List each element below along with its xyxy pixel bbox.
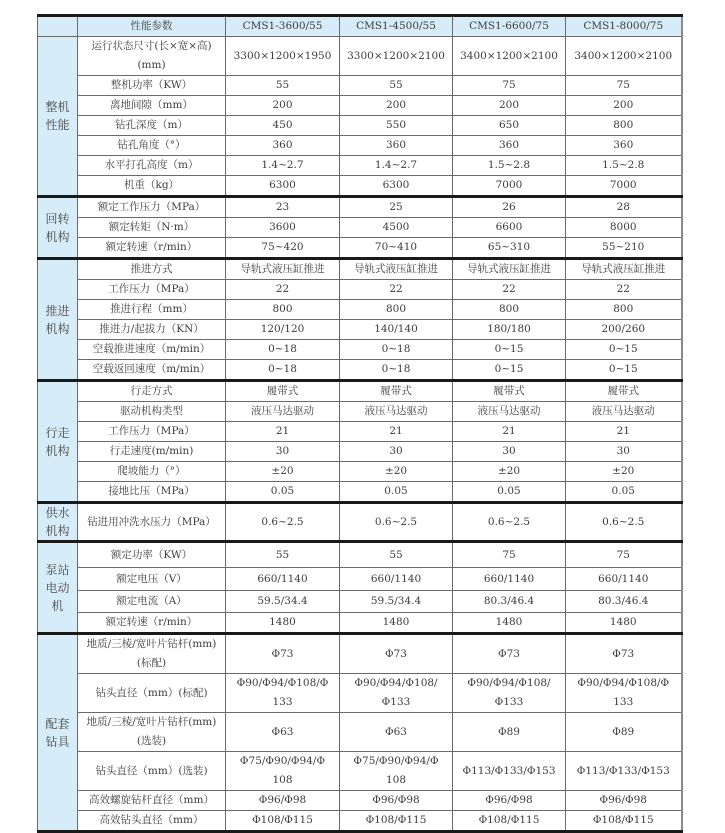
value-cell: 30 (226, 442, 340, 462)
value-cell: Φ108/Φ115 (340, 811, 453, 832)
param-name: 行走方式 (78, 381, 226, 402)
value-cell: 履带式 (340, 381, 453, 402)
value-cell: 21 (340, 422, 453, 442)
value-cell: 0~18 (226, 360, 340, 381)
section-label-line: 供水 (45, 506, 70, 520)
value-cell: 200 (566, 96, 682, 116)
value-cell: 1.4~2.7 (226, 156, 340, 176)
table-row (38, 340, 682, 360)
value-cell: Φ89 (566, 713, 682, 752)
table-row (38, 811, 682, 832)
param-name: 行走速度(m/min) (78, 442, 226, 462)
section-label-line: 泵站 (45, 562, 70, 577)
value-cell: 360 (566, 136, 682, 156)
param-name-line: (选装) (136, 735, 167, 747)
param-name: 额定电流（A） (78, 591, 226, 613)
value-cell: 30 (566, 442, 682, 462)
param-name: 推进方式 (78, 259, 226, 280)
value-cell: 7000 (566, 176, 682, 197)
param-name-line: (mm) (137, 59, 166, 71)
param-name: 钻头直径（mm）(选装) (78, 752, 226, 791)
value-cell: Φ108/Φ115 (566, 811, 682, 832)
value-cell: 25 (340, 197, 453, 218)
section-label-line: 行走 (45, 425, 70, 440)
value-line: Φ90/Φ94/Φ108/Φ (236, 677, 329, 689)
value-cell: Φ96/Φ98 (566, 791, 682, 811)
value-line: Φ75/Φ90/Φ94/Φ (353, 755, 439, 767)
value-cell: 21 (226, 422, 340, 442)
table-row (38, 176, 682, 197)
value-cell: 6600 (453, 218, 566, 238)
table-row (38, 360, 682, 381)
table-row (38, 197, 682, 218)
value-cell: 1480 (566, 613, 682, 634)
value-cell (340, 752, 453, 791)
param-name: 机重（kg） (78, 176, 226, 197)
header-row (38, 16, 682, 37)
table-row (38, 503, 682, 542)
param-name: 推进行程（mm） (78, 300, 226, 320)
value-cell: 液压马达驱动 (340, 402, 453, 422)
param-name: 额定工作压力（MPa） (78, 197, 226, 218)
param-name: 推进力/起拔力（KN） (78, 320, 226, 340)
value-cell: 360 (340, 136, 453, 156)
value-cell: 55 (340, 542, 453, 568)
value-line: Φ90/Φ94/Φ108/ (467, 677, 551, 689)
value-cell: 导轨式液压缸推进 (566, 259, 682, 280)
table-row (38, 568, 682, 591)
value-line: Φ133 (381, 696, 411, 708)
param-name: 工作压力（MPa） (78, 280, 226, 300)
value-cell: 22 (226, 280, 340, 300)
table-row (38, 422, 682, 442)
value-cell: 0~18 (226, 340, 340, 360)
value-line: Φ90/Φ94/Φ108/Φ (577, 677, 670, 689)
value-cell: Φ73 (566, 634, 682, 674)
value-line: Φ113/Φ133/Φ153 (462, 764, 556, 777)
value-line: 133 (272, 696, 293, 708)
table-row (38, 156, 682, 176)
value-cell: 0.6~2.5 (226, 503, 340, 542)
value-line: Φ133 (494, 696, 524, 708)
param-name: 高效钻头直径（mm） (78, 811, 226, 832)
value-cell: 3300×1200×1950 (226, 37, 340, 76)
value-cell: 1.5~2.8 (566, 156, 682, 176)
value-cell: Φ89 (453, 713, 566, 752)
table-row (38, 238, 682, 259)
param-name: 钻头直径（mm）(标配) (78, 674, 226, 713)
value-cell: 55 (226, 76, 340, 96)
section-label (38, 542, 78, 634)
value-cell: 800 (226, 300, 340, 320)
section-label (38, 37, 78, 197)
value-line: Φ90/Φ94/Φ108/ (354, 677, 438, 689)
value-cell: 180/180 (453, 320, 566, 340)
value-cell: 4500 (340, 218, 453, 238)
param-name: 钻孔角度（°） (78, 136, 226, 156)
value-cell: 3600 (226, 218, 340, 238)
value-cell: 75 (566, 76, 682, 96)
value-cell: 140/140 (340, 320, 453, 340)
value-cell: 360 (453, 136, 566, 156)
table-row (38, 259, 682, 280)
value-cell: 0~15 (566, 360, 682, 381)
param-name-line: 运行状态尺寸(长×宽×高) (91, 40, 212, 52)
table-row (38, 402, 682, 422)
value-cell: Φ108/Φ115 (226, 811, 340, 832)
value-line: 108 (272, 774, 293, 786)
value-cell: 200 (340, 96, 453, 116)
value-cell: 660/1140 (566, 568, 682, 591)
value-cell: Φ73 (453, 634, 566, 674)
value-cell: 履带式 (566, 381, 682, 402)
value-cell: 1.4~2.7 (340, 156, 453, 176)
value-cell: 0.05 (226, 482, 340, 503)
param-name: 钻进用冲洗水压力（MPa） (78, 503, 226, 542)
param-name: 离地间隙（mm） (78, 96, 226, 116)
section-label-line: 推进 (45, 303, 70, 318)
table-row (38, 37, 682, 76)
header-model-4: CMS1-8000/75 (566, 16, 682, 37)
value-cell: 120/120 (226, 320, 340, 340)
param-name-line: 地质/三棱/宽叶片钻杆(mm) (86, 638, 217, 650)
section-label-line: 机构 (45, 321, 70, 336)
section-label-line: 机构 (45, 443, 70, 458)
param-name: 工作压力（MPa） (78, 422, 226, 442)
value-cell: 75~420 (226, 238, 340, 259)
value-cell: 22 (453, 280, 566, 300)
header-model-2: CMS1-4500/55 (340, 16, 453, 37)
param-name: 空载推进速度（m/min） (78, 340, 226, 360)
value-cell: 30 (453, 442, 566, 462)
table-row (38, 674, 682, 713)
value-cell: ±20 (453, 462, 566, 482)
value-cell (453, 752, 566, 791)
param-name: 水平打孔高度（m） (78, 156, 226, 176)
value-cell: ±20 (340, 462, 453, 482)
value-cell: 22 (340, 280, 453, 300)
param-name: 接地比压（MPa） (78, 482, 226, 503)
value-line: Φ75/Φ90/Φ94/Φ (239, 755, 326, 767)
value-cell: 0~18 (340, 360, 453, 381)
table-row (38, 76, 682, 96)
value-cell: Φ63 (226, 713, 340, 752)
value-cell: 履带式 (226, 381, 340, 402)
value-cell: 75 (566, 542, 682, 568)
param-name-line: (标配) (136, 657, 167, 669)
value-cell (340, 674, 453, 713)
value-cell: 0.05 (453, 482, 566, 503)
section-label-line: 性能 (45, 118, 70, 132)
value-cell: 65~310 (453, 238, 566, 259)
value-cell: 650 (453, 116, 566, 136)
param-name (78, 37, 226, 76)
value-cell: Φ96/Φ98 (453, 791, 566, 811)
section-label (38, 197, 78, 259)
param-name: 整机功率（KW） (78, 76, 226, 96)
value-cell: 6300 (226, 176, 340, 197)
value-cell: ±20 (566, 462, 682, 482)
value-cell: 22 (566, 280, 682, 300)
value-cell: 80.3/46.4 (566, 591, 682, 613)
section-label (38, 381, 78, 503)
value-cell: 0~15 (453, 340, 566, 360)
value-cell: 70~410 (340, 238, 453, 259)
param-name: 驱动机构类型 (78, 402, 226, 422)
value-cell: 液压马达驱动 (566, 402, 682, 422)
value-cell: 800 (453, 300, 566, 320)
value-cell: 0~15 (453, 360, 566, 381)
spec-table (37, 14, 683, 833)
value-cell: 55~210 (566, 238, 682, 259)
value-cell: 6300 (340, 176, 453, 197)
value-cell: Φ96/Φ98 (226, 791, 340, 811)
value-line: Φ113/Φ133/Φ153 (576, 764, 670, 777)
spec-table-body (38, 37, 682, 832)
value-cell: 26 (453, 197, 566, 218)
value-cell: 550 (340, 116, 453, 136)
section-label (38, 634, 78, 832)
value-line: 133 (613, 696, 634, 708)
table-row (38, 116, 682, 136)
header-model-1: CMS1-3600/55 (226, 16, 340, 37)
section-label-line: 配套 (45, 716, 70, 731)
value-cell: Φ108/Φ115 (453, 811, 566, 832)
value-cell: 660/1140 (226, 568, 340, 591)
param-name: 爬坡能力（°） (78, 462, 226, 482)
value-cell: 0.05 (340, 482, 453, 503)
value-cell: 1480 (453, 613, 566, 634)
table-row (38, 482, 682, 503)
value-cell (566, 674, 682, 713)
value-cell: 55 (226, 542, 340, 568)
table-row (38, 218, 682, 238)
table-row (38, 280, 682, 300)
value-cell: 75 (453, 76, 566, 96)
value-cell: 21 (453, 422, 566, 442)
value-cell: 0~18 (340, 340, 453, 360)
value-cell: ±20 (226, 462, 340, 482)
value-cell: 23 (226, 197, 340, 218)
value-cell (226, 674, 340, 713)
value-cell (226, 752, 340, 791)
value-cell: 450 (226, 116, 340, 136)
table-row (38, 320, 682, 340)
value-cell: 800 (566, 300, 682, 320)
param-name: 额定电压（V） (78, 568, 226, 591)
value-cell: 3400×1200×2100 (453, 37, 566, 76)
table-row (38, 96, 682, 116)
value-line: 108 (385, 774, 407, 786)
section-label (38, 259, 78, 381)
value-cell: 55 (340, 76, 453, 96)
table-row (38, 542, 682, 568)
header-param-label: 性能参数 (78, 16, 226, 37)
param-name: 额定功率（KW） (78, 542, 226, 568)
value-cell: 导轨式液压缸推进 (226, 259, 340, 280)
value-cell: 28 (566, 197, 682, 218)
value-cell: 75 (453, 542, 566, 568)
param-name: 额定转速（r/min） (78, 238, 226, 259)
value-cell: 3300×1200×2100 (340, 37, 453, 76)
table-row (38, 591, 682, 613)
value-cell: Φ63 (340, 713, 453, 752)
value-cell: 59.5/34.4 (226, 591, 340, 613)
param-name: 额定转矩（N·m） (78, 218, 226, 238)
value-cell: 导轨式液压缸推进 (340, 259, 453, 280)
table-row (38, 300, 682, 320)
spec-table-container (37, 14, 681, 833)
value-cell: 7000 (453, 176, 566, 197)
section-label (38, 503, 78, 542)
param-name: 额定转速（r/min） (78, 613, 226, 634)
value-cell: 21 (566, 422, 682, 442)
value-cell: Φ96/Φ98 (340, 791, 453, 811)
value-cell: 3400×1200×2100 (566, 37, 682, 76)
param-name: 高效螺旋钻杆直径（mm） (78, 791, 226, 811)
table-row (38, 752, 682, 791)
value-cell (566, 752, 682, 791)
table-row (38, 136, 682, 156)
section-label-line: 机 (51, 598, 64, 613)
section-label-line: 电动 (45, 580, 70, 595)
param-name (78, 713, 226, 752)
table-row (38, 791, 682, 811)
section-label-line: 回转 (45, 211, 70, 226)
value-cell: 80.3/46.4 (453, 591, 566, 613)
param-name (78, 634, 226, 674)
value-cell: 200 (453, 96, 566, 116)
value-cell: 200/260 (566, 320, 682, 340)
value-cell: 800 (566, 116, 682, 136)
value-cell: 200 (226, 96, 340, 116)
value-cell: 8000 (566, 218, 682, 238)
value-cell: 1480 (340, 613, 453, 634)
param-name: 空载返回速度（m/min） (78, 360, 226, 381)
table-row (38, 634, 682, 674)
value-cell: Φ73 (226, 634, 340, 674)
table-row (38, 381, 682, 402)
value-cell: 1480 (226, 613, 340, 634)
section-label-line: 机构 (45, 524, 70, 538)
param-name: 钻孔深度（m） (78, 116, 226, 136)
param-name-line: 地质/三棱/宽叶片钻杆(mm) (86, 716, 217, 728)
table-row (38, 442, 682, 462)
value-cell: 履带式 (453, 381, 566, 402)
header-corner (38, 16, 78, 37)
value-cell: Φ73 (340, 634, 453, 674)
header-model-3: CMS1-6600/75 (453, 16, 566, 37)
section-label-line: 整机 (45, 100, 70, 114)
value-cell: 0.6~2.5 (453, 503, 566, 542)
value-cell: 59.5/34.4 (340, 591, 453, 613)
section-label-line: 钻具 (45, 734, 70, 749)
value-cell: 液压马达驱动 (226, 402, 340, 422)
value-cell: 0~15 (566, 340, 682, 360)
section-label-line: 机构 (45, 229, 70, 244)
value-cell: 0.6~2.5 (566, 503, 682, 542)
value-cell: 液压马达驱动 (453, 402, 566, 422)
table-row (38, 462, 682, 482)
value-cell: 800 (340, 300, 453, 320)
value-cell: 0.6~2.5 (340, 503, 453, 542)
value-cell: 30 (340, 442, 453, 462)
table-row (38, 713, 682, 752)
value-cell: 660/1140 (340, 568, 453, 591)
table-row (38, 613, 682, 634)
value-cell: 0.05 (566, 482, 682, 503)
value-cell: 导轨式液压缸推进 (453, 259, 566, 280)
value-cell: 360 (226, 136, 340, 156)
value-cell (453, 674, 566, 713)
value-cell: 660/1140 (453, 568, 566, 591)
value-cell: 1.5~2.8 (453, 156, 566, 176)
